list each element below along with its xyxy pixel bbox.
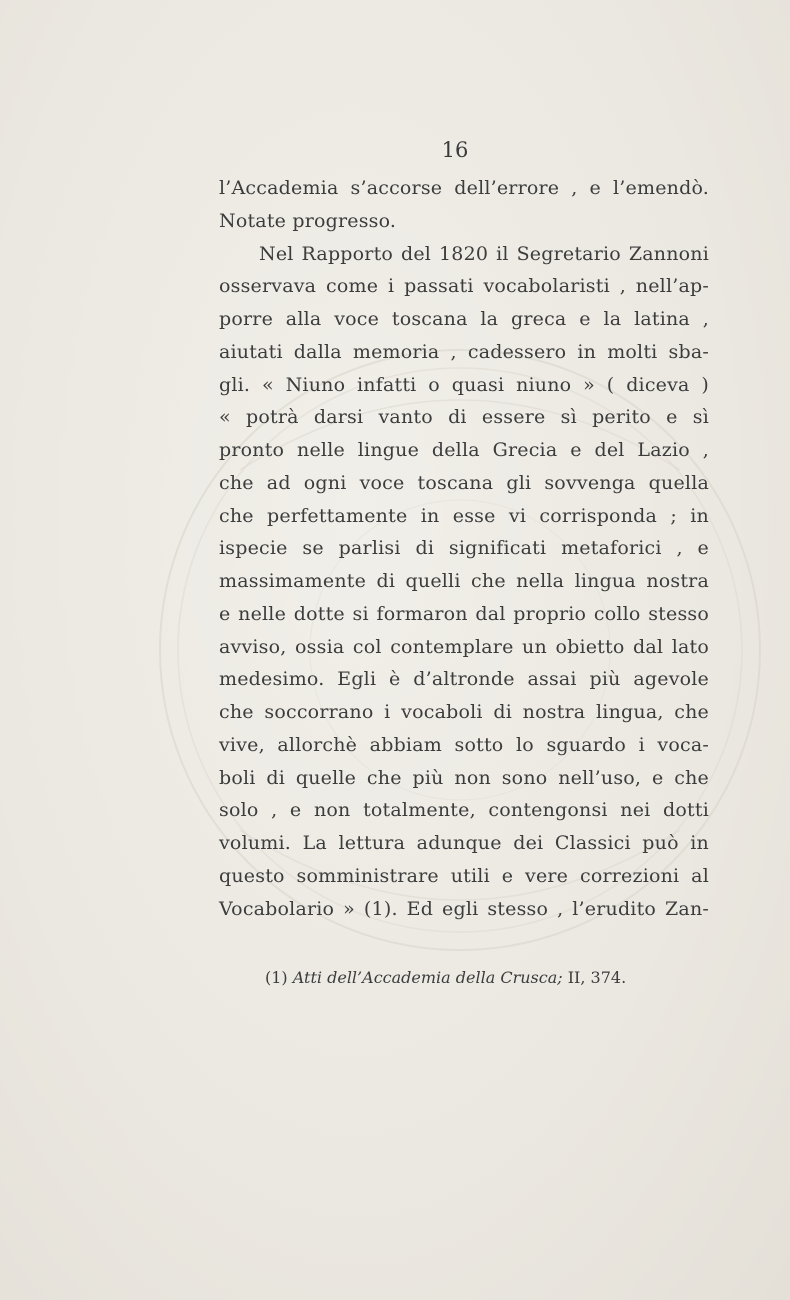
text-line: solo , e non totalmente, contengonsi nei dotti — [219, 799, 709, 822]
text-line: Notate progresso. — [219, 209, 397, 232]
text-line: osservava come i passati vocabolaristi , nell’ap- — [219, 275, 709, 298]
text-line: questo somministrare utili e vere correzioni al — [219, 864, 709, 887]
text-line: che soccorrano i vocaboli di nostra lingua, che — [219, 701, 709, 723]
text-line: pronto nelle lingue della Grecia e del Lazio , — [219, 439, 709, 461]
text-line: l’Accademia s’accorse dell’errore , e l’emendò. — [219, 177, 709, 199]
text-line: e nelle dotte si formaron dal proprio collo stesso — [219, 602, 709, 625]
page-number: 16 — [441, 138, 469, 162]
text-line: « potrà darsi vanto di essere sì perito e sì — [219, 406, 709, 429]
text-line: che perfettamente in esse vi corrisponda ; in — [219, 504, 709, 527]
footnote-title: Atti dell’Accademia della Crusca; — [292, 968, 563, 987]
text-line: ispecie se parlisi di significati metaforici , e — [219, 537, 709, 560]
footnote-marker: (1) — [265, 968, 288, 987]
text-line: medesimo. Egli è d’altronde assai più agevole — [219, 668, 709, 691]
text-line: volumi. La lettura adunque dei Classici può in — [219, 832, 709, 854]
text-line: Vocabolario » (1). Ed egli stesso , l’erudito Zan- — [219, 897, 709, 920]
text-line: porre alla voce toscana la greca e la latina , — [219, 308, 709, 330]
footnote — [265, 968, 695, 987]
text-line: massimamente di quelli che nella lingua nostra — [219, 570, 709, 592]
text-line: boli di quelle che più non sono nell’uso, e che — [219, 766, 709, 789]
footnote-reference: II, 374. — [567, 968, 627, 987]
text-line: gli. « Niuno infatti o quasi niuno » ( diceva ) — [219, 373, 709, 396]
text-line: avviso, ossia col contemplare un obietto dal lato — [219, 635, 709, 658]
text-line: vive, allorchè abbiam sotto lo sguardo i voca- — [219, 733, 709, 756]
text-line: che ad ogni voce toscana gli sovvenga quella — [219, 471, 709, 494]
body-text — [219, 172, 709, 925]
text-line: Nel Rapporto del 1820 il Segretario Zannoni — [259, 242, 709, 265]
text-line: aiutati dalla memoria , cadessero in molti sba- — [219, 340, 709, 363]
